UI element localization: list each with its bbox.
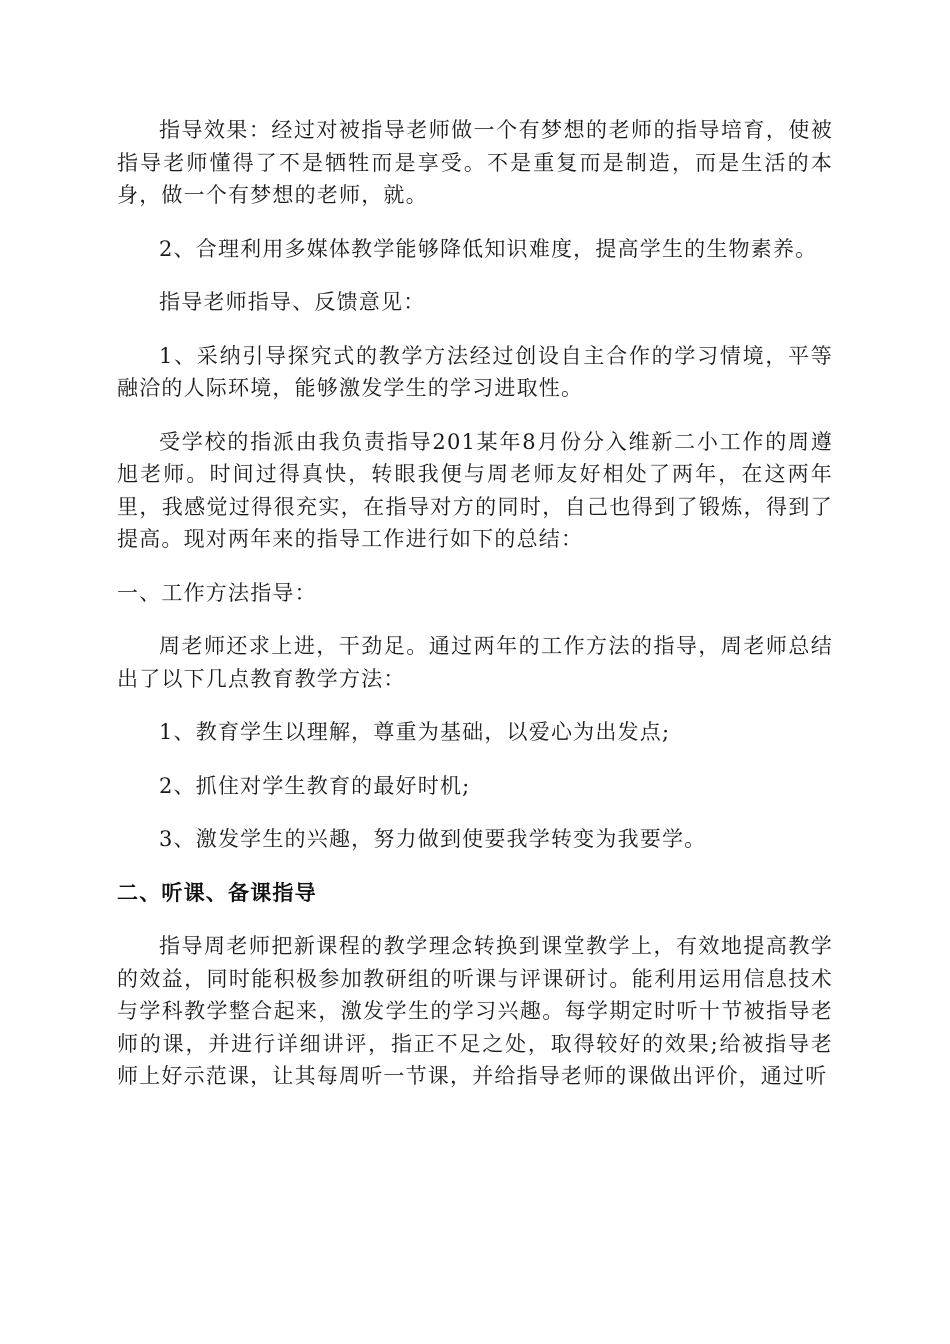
paragraph-inquiry-method: 1、采纳引导探究式的教学方法经过创设自主合作的学习情境，平等融洽的人际环境，能够激发学生的学习进取性。 [117, 343, 833, 400]
paragraph-feedback-title: 指导老师指导、反馈意见： [159, 290, 426, 314]
section-heading-lesson-guidance: 二、听课、备课指导 [117, 880, 317, 905]
paragraph-intro: 受学校的指派由我负责指导201某年8月份分入维新二小工作的周遵旭老师。时间过得真快，转眼我便与周老师友好相处了两年，在这两年里，我感觉过得很充实，在指导对方的同时，自己也得到了锻炼，得到了提高。现对两年来的指导工作进行如下的总结： [117, 429, 833, 551]
document-body [117, 114, 833, 1114]
paragraph-lesson-guidance: 指导周老师把新课程的教学理念转换到课堂教学上，有效地提高教学的效益，同时能积极参加教研组的听课与评课研讨。能利用运用信息技术与学科教学整合起来，激发学生的学习兴趣。每学期定时听十节被指导老师的课，并进行详细讲评，指正不足之处，取得较好的效果;给被指导老师上好示范课，让其每周听一节课，并给指导老师的课做出评价，通过听 [117, 934, 833, 1088]
list-item-1: 1、教育学生以理解，尊重为基础，以爱心为出发点; [159, 720, 671, 744]
list-item-2: 2、抓住对学生教育的最好时机; [159, 773, 471, 798]
paragraph-multimedia: 2、合理利用多媒体教学能够降低知识难度，提高学生的生物素养。 [159, 236, 818, 261]
list-item-3: 3、激发学生的兴趣，努力做到使要我学转变为我要学。 [159, 827, 707, 851]
paragraph-guidance-effect: 指导效果：经过对被指导老师做一个有梦想的老师的指导培育，使被指导老师懂得了不是牺牲而是享受。不是重复而是制造，而是生活的本身，做一个有梦想的老师，就。 [117, 118, 833, 207]
paragraph-work-methods: 周老师还求上进，干劲足。通过两年的工作方法的指导，周老师总结出了以下几点教育教学方法： [117, 634, 833, 691]
section-heading-work-methods: 一、工作方法指导： [117, 580, 317, 605]
